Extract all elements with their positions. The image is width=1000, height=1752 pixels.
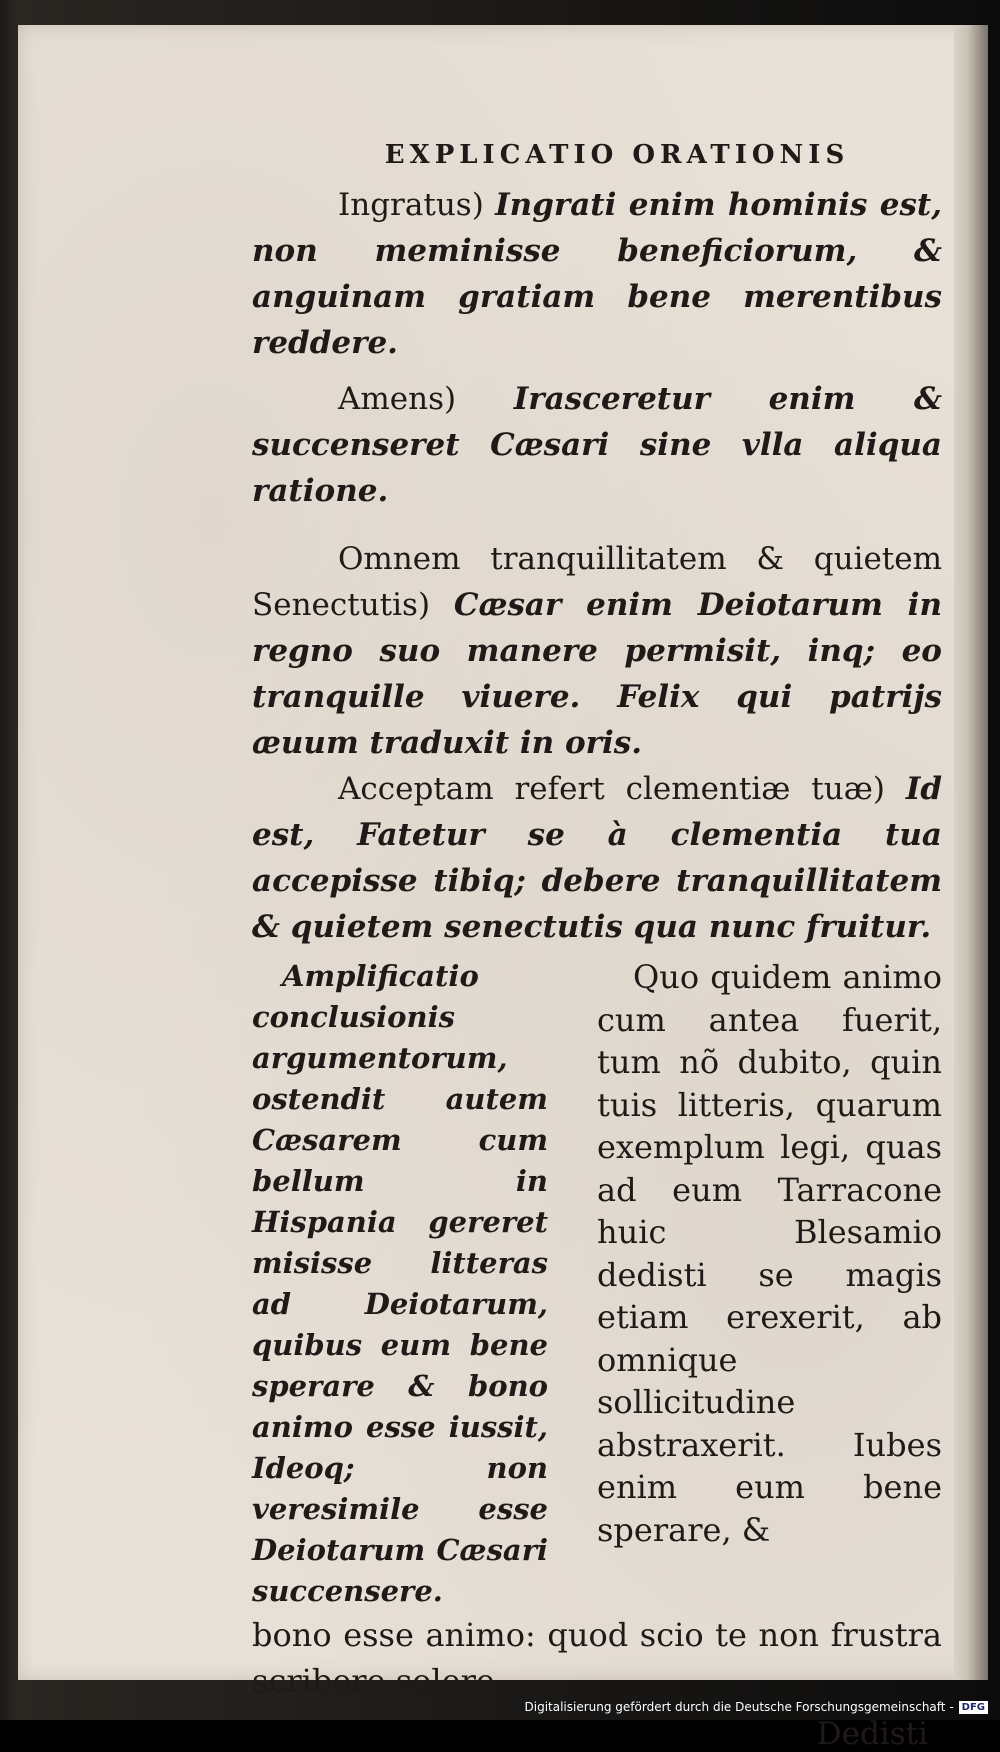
digitization-credit: [525, 1700, 989, 1714]
entry-amens: [252, 376, 942, 514]
margin-note: Amplificatio conclusionis argumentorum, ostendit autem Cæsarem cum bellum in Hispania gereret misisse litteras ad Deiotarum, quibus eum bene sperare & bono animo esse iussit, Ideoq; non veresimile esse Deiotarum Cæsari succensere.: [252, 959, 548, 1608]
dfg-logo: DFG: [959, 1701, 988, 1714]
entry-lemma: Ingratus): [338, 187, 484, 223]
entry-ingratus: [252, 182, 942, 366]
running-head: EXPLICATIO ORATIONIS: [384, 140, 850, 170]
main-text-column: Quo quidem animo cum antea fuerit, tum nõ dubito, quin tuis litteris, quarum exemplum legi, quas ad eum Tarracone huic Blesamio dedisti se magis etiam erexerit, ab omnique sollicitudine abstraxerit. Iubes enim eum bene sperare, &: [597, 958, 942, 1549]
entry-gloss: Ingrati enim hominis est, non meminisse beneficiorum, & anguinam gratiam bene merentibus reddere.: [252, 187, 943, 361]
entry-gloss: Irasceretur enim & succenseret Cæsari sine vlla aliqua ratione.: [252, 381, 942, 509]
main-text-continued: bono esse animo: quod scio te non frustra scribere solere.: [252, 1616, 942, 1700]
credit-text: Digitalisierung gefördert durch die Deutsche Forschungsgemeinschaft -: [524, 1700, 954, 1714]
entry-omnem: [252, 536, 942, 766]
two-column-section: [252, 956, 942, 1612]
entry-gloss: Id est, Fatetur se à clementia tua accepisse tibiq; debere tranquillitatem & quietem senectutis qua nunc fruitur.: [252, 771, 942, 945]
entry-lemma: Amens): [338, 381, 457, 417]
entry-gloss: Cæsar enim Deiotarum in regno suo manere permisit, inq; eo tranquille viuere. Felix qui patrijs æuum traduxit in oris.: [252, 587, 942, 761]
page-edge: [954, 25, 988, 1680]
catchword: Dedisti: [816, 1716, 928, 1752]
entry-lemma: Omnem tranquillitatem & quietem Senectutis): [252, 541, 942, 623]
entry-lemma: Acceptam refert clementiæ tuæ): [338, 771, 885, 807]
entry-acceptam: [252, 766, 942, 950]
page-text-block: [252, 140, 942, 1752]
